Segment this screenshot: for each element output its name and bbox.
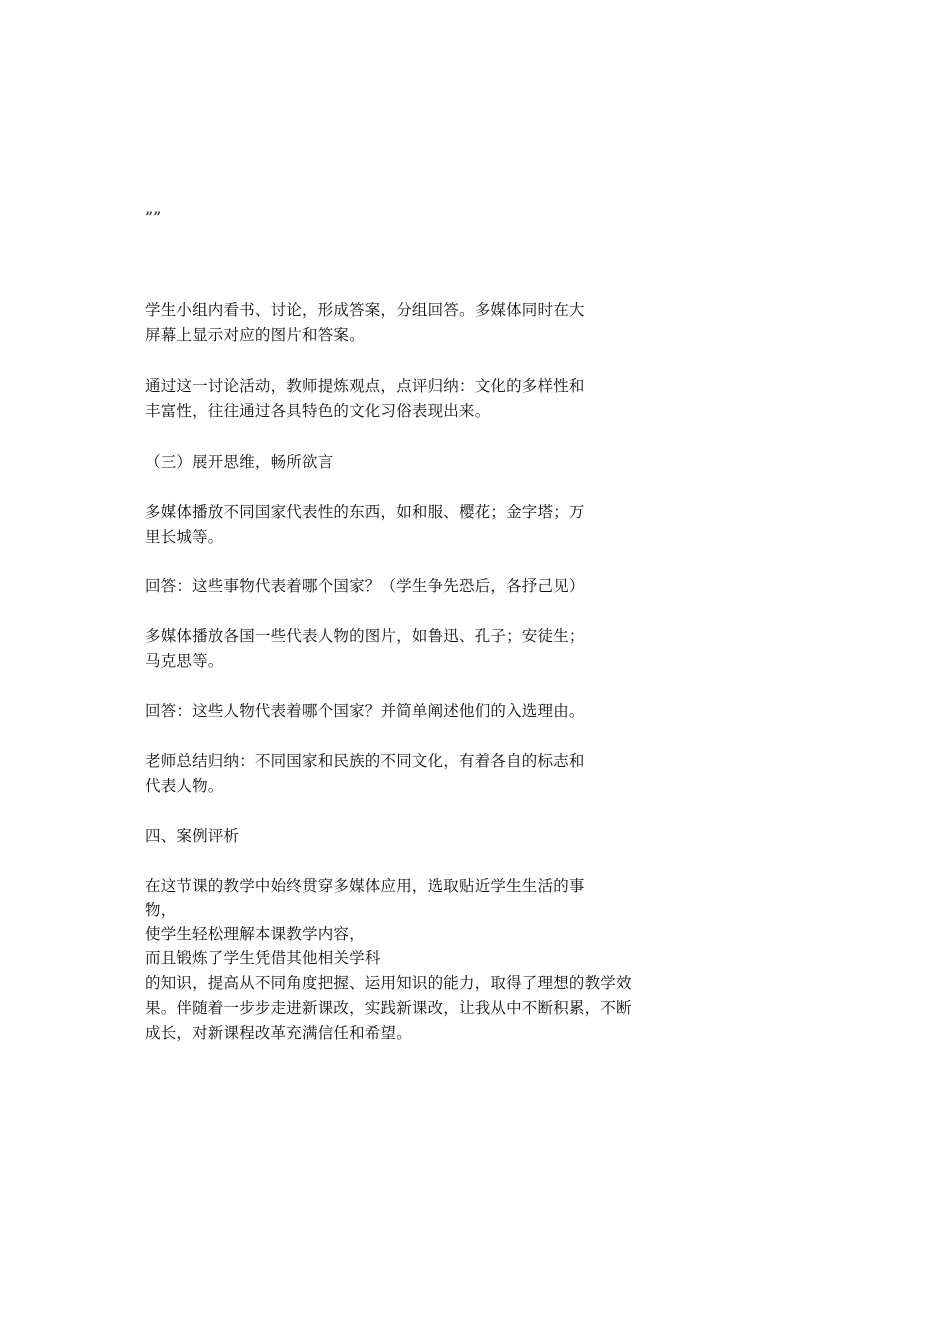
paragraph-line: 老师总结归纳：不同国家和民族的不同文化，有着各自的标志和	[145, 752, 585, 770]
paragraph-line: 通过这一讨论活动，教师提炼观点，点评归纳：文化的多样性和	[145, 377, 585, 395]
paragraph-line: 的知识，提高从不同角度把握、运用知识的能力，取得了理想的教学效	[145, 974, 632, 992]
paragraph-line: 多媒体播放不同国家代表性的东西，如和服、樱花；金字塔；万	[145, 503, 585, 521]
paragraph-line: 果。伴随着一步步走进新课改，实践新课改，让我从中不断积累，不断	[145, 999, 632, 1017]
paragraph-line: 学生小组内看书、讨论，形成答案，分组回答。多媒体同时在大	[145, 301, 585, 319]
paragraph-line: 丰富性，往往通过各具特色的文化习俗表现出来。	[145, 402, 491, 420]
paragraph-line: 物，	[145, 901, 177, 919]
paragraph-line: 马克思等。	[145, 652, 224, 670]
paragraph-line: 多媒体播放各国一些代表人物的图片，如鲁迅、孔子；安徒生；	[145, 627, 585, 645]
paragraph-line: 使学生轻松理解本课教学内容，	[145, 925, 365, 943]
paragraph-line: 回答：这些事物代表着哪个国家？（学生争先恐后，各抒己见）	[145, 577, 585, 595]
paragraph-line: （三）展开思维，畅所欲言	[145, 453, 334, 471]
paragraph-line: 在这节课的教学中始终贯穿多媒体应用，选取贴近学生生活的事	[145, 877, 585, 895]
paragraph-line: 四、案例评析	[145, 827, 240, 845]
paragraph-line: 屏幕上显示对应的图片和答案。	[145, 326, 365, 344]
paragraph-line: 而且锻炼了学生凭借其他相关学科	[145, 949, 381, 967]
quote-mark: ””	[145, 209, 162, 227]
paragraph-line: 里长城等。	[145, 528, 224, 546]
paragraph-line: 成长，对新课程改革充满信任和希望。	[145, 1024, 412, 1042]
paragraph-line: 回答：这些人物代表着哪个国家？并简单阐述他们的入选理由。	[145, 702, 585, 720]
paragraph-line: 代表人物。	[145, 777, 224, 795]
